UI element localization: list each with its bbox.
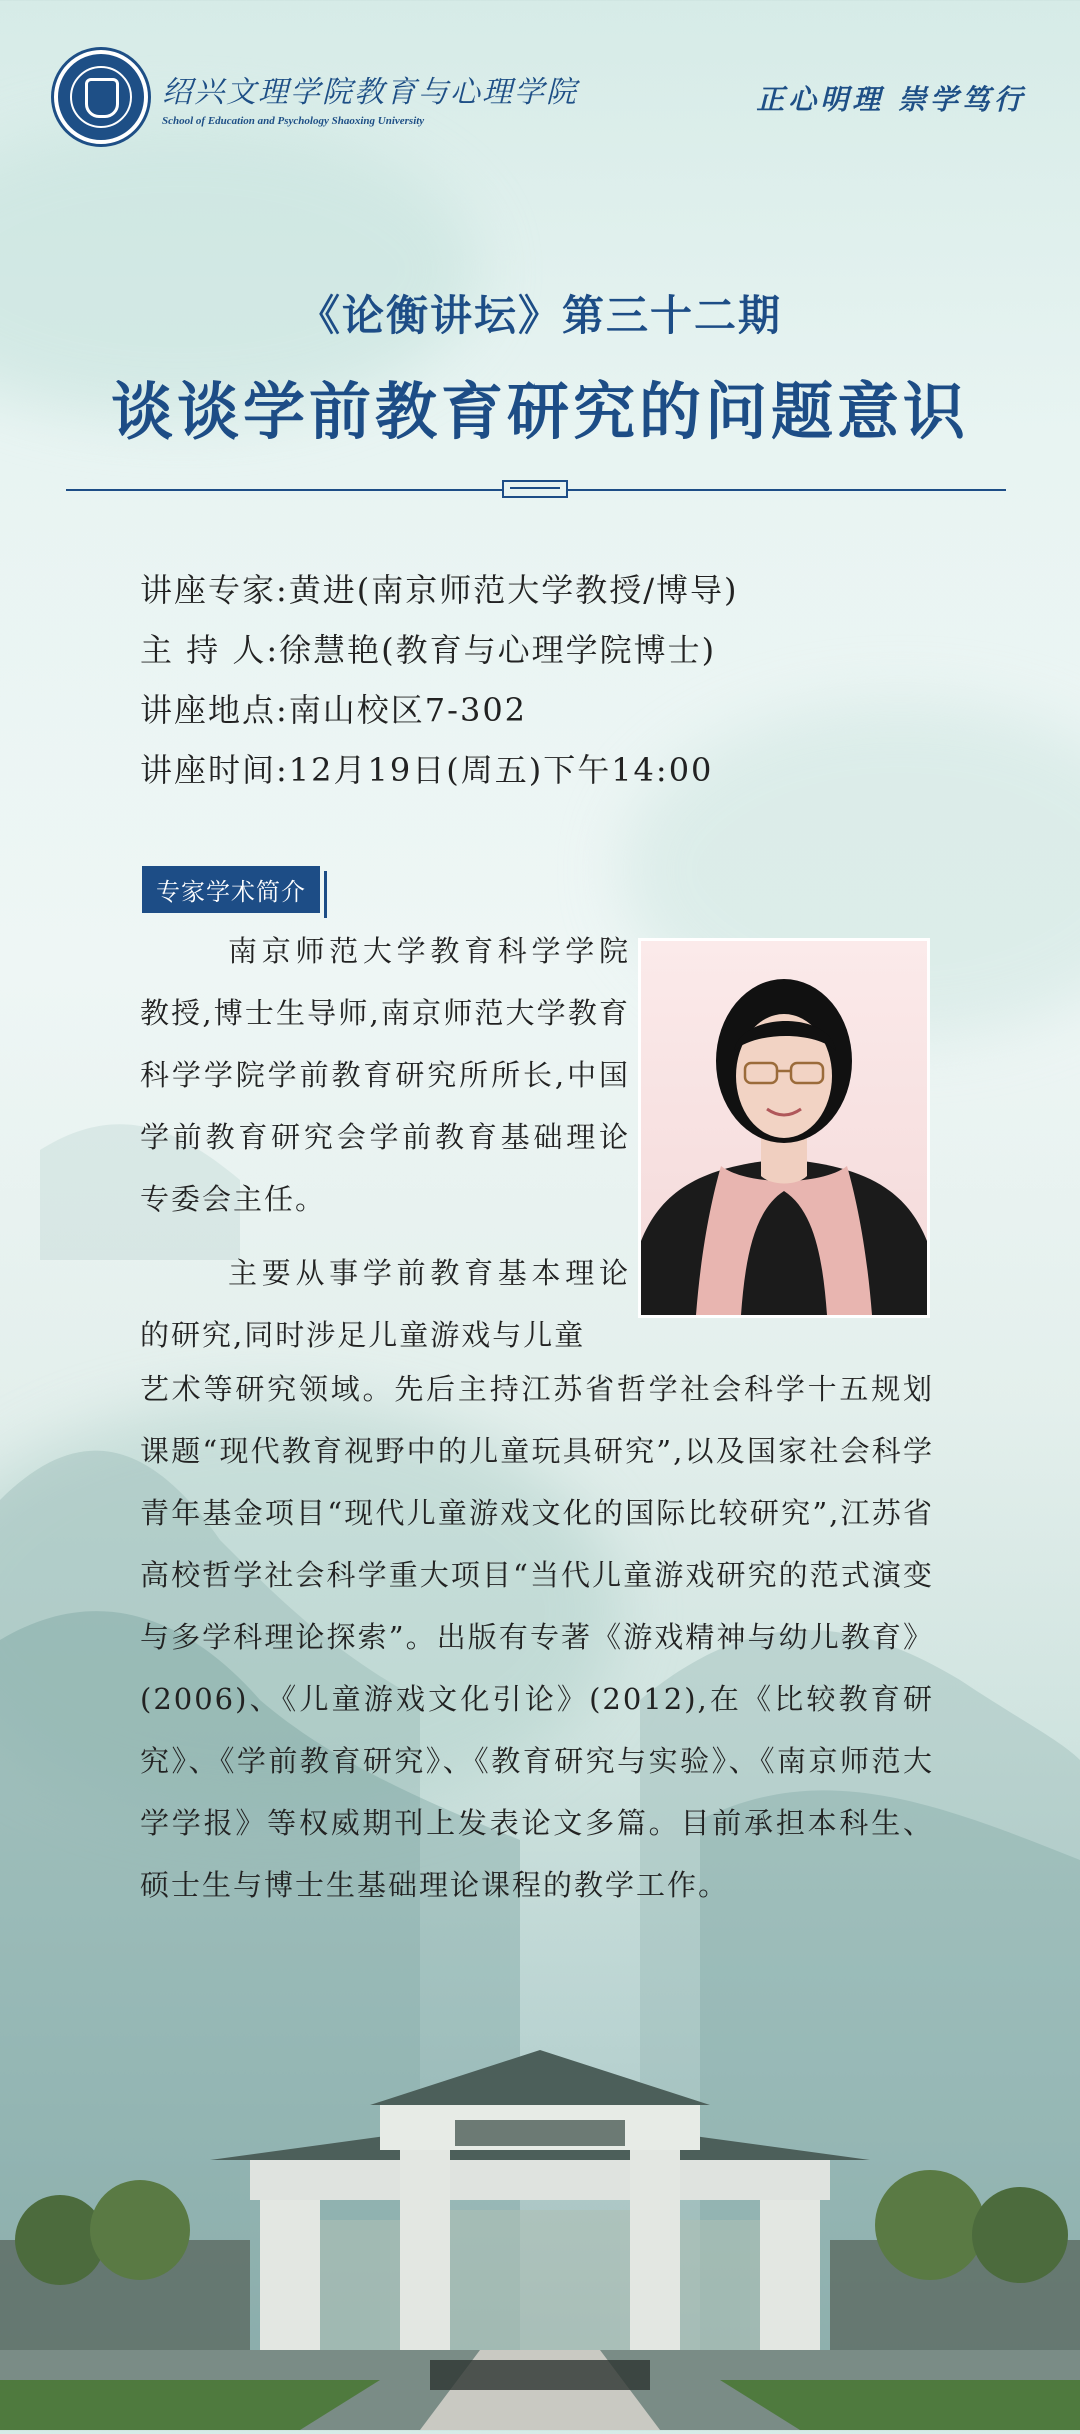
campus-gate-illustration bbox=[0, 2010, 1080, 2430]
divider-ornament bbox=[502, 480, 568, 498]
school-name-en: School of Education and Psychology Shaoxing University bbox=[162, 115, 425, 127]
bio-narrow-column bbox=[140, 920, 630, 1366]
time-line: 讲座时间:12月19日(周五)下午14:00 bbox=[140, 751, 714, 789]
section-tag: 专家学术简介 bbox=[142, 866, 320, 913]
lecture-title: 谈谈学前教育研究的问题意识 bbox=[110, 375, 969, 448]
series-title: 《论衡讲坛》第三十二期 bbox=[297, 291, 782, 340]
school-name-cn: 绍兴文理学院教育与心理学院 bbox=[162, 75, 578, 110]
school-name-block bbox=[162, 67, 578, 127]
bio-paragraph-1: 南京师范大学教育科学学院教授,博士生导师,南京师范大学教育科学学院学前教育研究所所长,中国学前教育研究会学前教育基础理论专委会主任。 bbox=[140, 934, 630, 1216]
speaker-portrait bbox=[638, 938, 930, 1318]
bio-paragraph-2-start: 主要从事学前教育基本理论的研究,同时涉足儿童游戏与儿童 bbox=[140, 1256, 630, 1352]
lecture-info bbox=[140, 560, 739, 800]
school-logo bbox=[54, 50, 578, 144]
university-seal-icon bbox=[54, 50, 148, 144]
school-motto: 正心明理 崇学笃行 bbox=[756, 83, 1026, 116]
location-line: 讲座地点:南山校区7-302 bbox=[140, 691, 528, 729]
portrait-illustration bbox=[641, 941, 927, 1315]
speaker-line: 讲座专家:黄进(南京师范大学教授/博导) bbox=[140, 571, 739, 609]
bio-wide-column bbox=[140, 1358, 934, 1916]
bio-paragraph-2-rest: 艺术等研究领域。先后主持江苏省哲学社会科学十五规划课题“现代教育视野中的儿童玩具研究”,以及国家社会科学青年基金项目“现代儿童游戏文化的国际比较研究”,江苏省高校哲学社会科学重大项目“当代儿童游戏研究的范式演变与多学科理论探索”。出版有专著《游戏精神与幼儿教育》(2006)、《儿童游戏文化引论》(2012),在《比较教育研究》、《学前教育研究》、《教育研究与实验》、《南京师范大学学报》等权威期刊上发表论文多篇。目前承担本科生、硕士生与博士生基础理论课程的教学工作。 bbox=[140, 1372, 934, 1902]
host-line: 主 持 人:徐慧艳(教育与心理学院博士) bbox=[140, 631, 717, 669]
